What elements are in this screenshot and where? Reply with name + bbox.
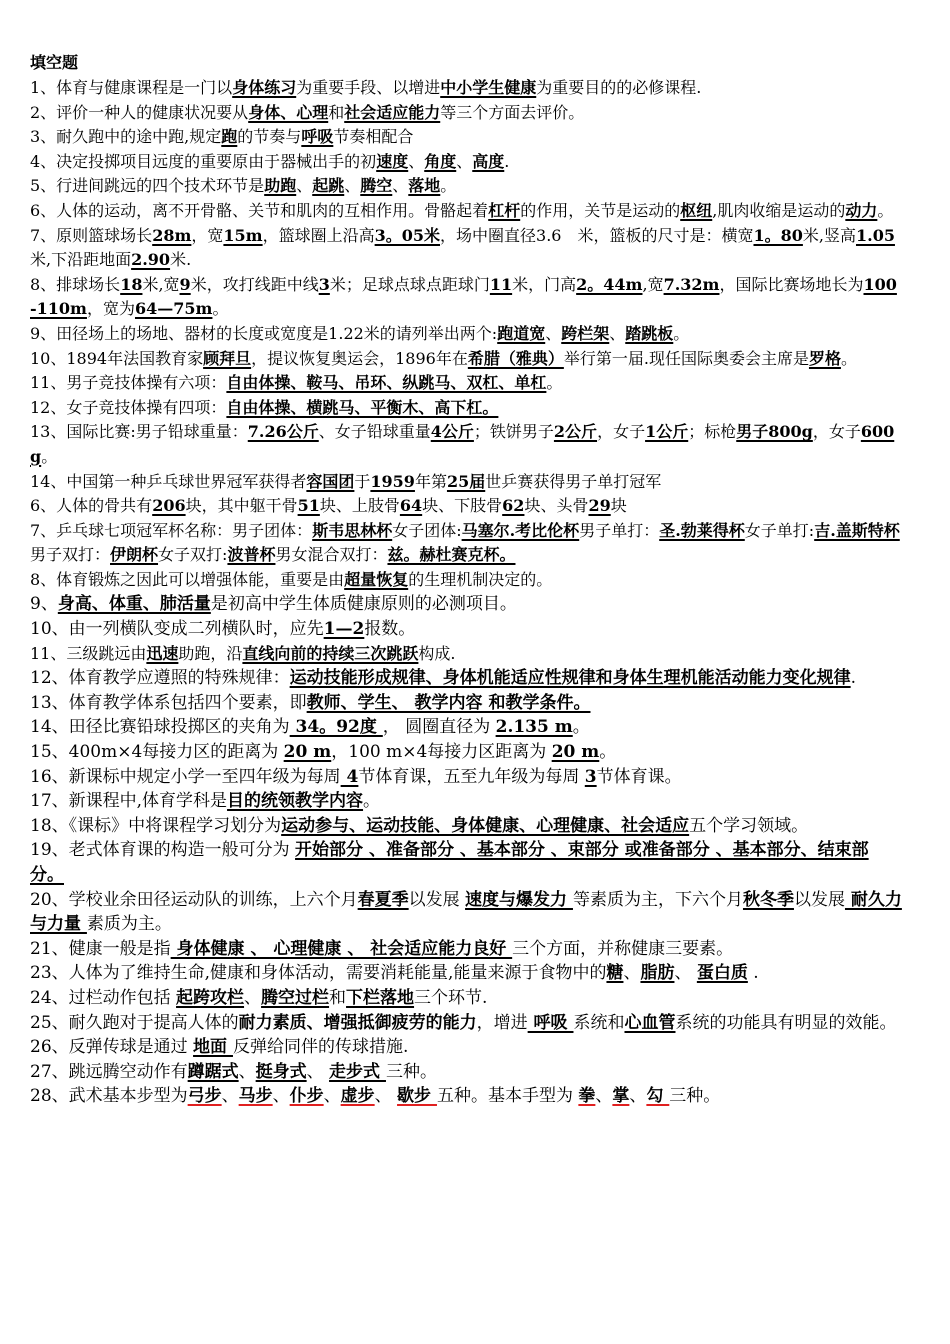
answer-text: 走步式 bbox=[329, 1061, 386, 1082]
question-text: 、 bbox=[595, 1086, 613, 1107]
question-item bbox=[30, 494, 902, 519]
answer-text: 兹。赫杜赛克杯。 bbox=[387, 545, 516, 565]
document-title: 填空题 bbox=[30, 53, 79, 72]
question-item bbox=[30, 199, 902, 224]
question-text: 。 bbox=[212, 299, 229, 319]
answer-text: 1959 bbox=[370, 471, 415, 491]
answer-text: 自由体操、鞍马、吊环、纵跳马、双杠、单杠 bbox=[226, 373, 547, 393]
answer-text: 马塞尔.考比伦杯 bbox=[461, 520, 580, 540]
question-text: 、 bbox=[674, 963, 697, 984]
answer-text: 600g bbox=[30, 422, 895, 466]
question-text: ，提议恢复奥运会，1896年在 bbox=[251, 348, 468, 368]
answer-text: 助跑 bbox=[264, 176, 297, 196]
question-item bbox=[30, 1084, 902, 1109]
question-item bbox=[30, 125, 902, 150]
question-item bbox=[30, 1035, 902, 1060]
question-text: 男子单打： bbox=[579, 520, 660, 540]
question-text: 系统和 bbox=[573, 1012, 625, 1033]
answer-text: 34。92度 bbox=[289, 717, 383, 738]
question-item bbox=[30, 765, 902, 790]
answer-text: 直线向前的持续三次跳跃 bbox=[242, 643, 419, 663]
answer-text: 2公斤 bbox=[553, 422, 598, 442]
question-text: 块、下肢骨 bbox=[422, 496, 503, 516]
question-text: 和 bbox=[328, 102, 345, 122]
question-text: 14、田径比赛铅球投掷区的夹角为 bbox=[30, 717, 290, 738]
question-text: 。 bbox=[546, 373, 563, 393]
answer-text: 1公斤 bbox=[645, 422, 689, 442]
answer-text: 勾 bbox=[646, 1086, 670, 1107]
answer-text: 跑 bbox=[221, 127, 238, 147]
question-item bbox=[30, 568, 902, 593]
answer-text: 教师、学生、 教学内容 和教学条件。 bbox=[306, 692, 591, 713]
answer-text: 开始部分 、准备部分 、基本部分 、束部分 或准备部分 、基本部分、结束部分。 bbox=[30, 840, 869, 885]
answer-text: 蛋白质 bbox=[696, 963, 748, 984]
answer-text: 2.135 m bbox=[495, 717, 573, 738]
answer-text: 歇步 bbox=[397, 1086, 437, 1107]
question-text: 10、由一列横队变成二列横队时，应先 bbox=[30, 619, 324, 640]
question-item bbox=[30, 666, 902, 691]
question-item bbox=[30, 740, 902, 765]
answer-text: 起跨攻栏 bbox=[176, 987, 245, 1008]
answer-text: 下栏落地 bbox=[346, 987, 415, 1008]
question-text: 女子双打: bbox=[158, 545, 228, 565]
answer-text: 脂肪 bbox=[640, 963, 675, 984]
question-item bbox=[30, 371, 902, 396]
question-text: 、 bbox=[408, 151, 425, 171]
answer-text: 身高、体重、肺活量 bbox=[57, 594, 211, 615]
answer-text: 腾空 bbox=[360, 176, 393, 196]
answer-text: 25届 bbox=[446, 471, 486, 491]
question-text: 、 bbox=[629, 1086, 647, 1107]
question-text: 19、老式体育课的构造一般可分为 bbox=[30, 840, 296, 861]
question-text: . bbox=[747, 963, 759, 984]
question-text: ， 圆圈直径为 bbox=[382, 717, 496, 738]
question-text: 27、跳远腾空动作有 bbox=[30, 1061, 188, 1082]
answer-text: 3 bbox=[318, 274, 330, 294]
question-item bbox=[30, 76, 902, 101]
answer-text: 糖 bbox=[606, 963, 624, 984]
answer-text: 伊朗杯 bbox=[110, 545, 159, 565]
question-text: 男女混合双打： bbox=[275, 545, 388, 565]
question-text: 的生理机制决定的。 bbox=[408, 569, 553, 589]
question-item bbox=[30, 273, 902, 322]
answer-text: 容国团 bbox=[306, 471, 355, 491]
question-item bbox=[30, 937, 902, 962]
answer-text: 3。05米 bbox=[374, 225, 441, 245]
question-text: 11、三级跳远由 bbox=[30, 643, 147, 663]
question-text: 节体育课，五至九年级为每周 bbox=[358, 766, 585, 787]
question-text: 构成. bbox=[418, 643, 456, 663]
answer-text: 迅速 bbox=[146, 643, 179, 663]
question-text: 举行第一届.现任国际奥委会主席是 bbox=[563, 348, 809, 368]
question-text: ，宽为 bbox=[86, 299, 135, 319]
question-text: 块 bbox=[610, 496, 627, 516]
question-text: 等三个方面去评价。 bbox=[440, 102, 585, 122]
question-text: 8、排球场长 bbox=[30, 274, 121, 294]
answer-text: 100-110m bbox=[30, 274, 897, 319]
question-text: 、 bbox=[238, 1061, 256, 1082]
question-text: 2、评价一种人的健康状况要从 bbox=[30, 102, 249, 122]
question-item bbox=[30, 592, 902, 617]
answer-text: 4 bbox=[340, 766, 359, 787]
question-text: 、女子铅球重量 bbox=[318, 422, 431, 442]
answer-text: 春夏季 bbox=[357, 889, 409, 910]
question-text: 12、女子竞技体操有四项： bbox=[30, 397, 227, 417]
question-text: 。 bbox=[673, 323, 690, 343]
question-text: 、 bbox=[221, 1086, 239, 1107]
answer-text: 跨栏架 bbox=[561, 323, 610, 343]
question-text: ，女子 bbox=[812, 422, 861, 442]
question-text: 。 bbox=[599, 742, 617, 763]
question-text: 、 bbox=[374, 1086, 398, 1107]
answer-text: 20 m bbox=[551, 742, 600, 763]
question-text: 节体育课。 bbox=[596, 766, 682, 787]
question-text: 、 bbox=[244, 987, 262, 1008]
answer-text: 20 m bbox=[283, 742, 332, 763]
answer-text: 15m bbox=[223, 225, 263, 245]
question-text: 16、新课标中规定小学一至四年级为每周 bbox=[30, 766, 341, 787]
answer-text: 心血管 bbox=[624, 1012, 676, 1033]
question-text: ，宽 bbox=[191, 225, 224, 245]
question-text: 23、人体为了维持生命,健康和身体活动，需要消耗能量,能量来源于食物中的 bbox=[30, 963, 607, 984]
answer-text: 马步 bbox=[238, 1086, 273, 1107]
answer-text: 蹲踞式 bbox=[187, 1061, 239, 1082]
question-item bbox=[30, 519, 902, 568]
answer-text: 中小学生健康 bbox=[440, 78, 537, 97]
answer-text: 62 bbox=[502, 496, 525, 516]
question-item bbox=[30, 642, 902, 667]
question-text: 米,宽 bbox=[142, 274, 180, 294]
answer-text: 运动技能形成规律、身体机能适应性规律和身体生理机能活动能力变化规律 bbox=[289, 668, 851, 689]
answer-text: 64 bbox=[399, 496, 423, 516]
question-text: 为重要目的的必修课程. bbox=[536, 78, 702, 97]
answer-text: 呼吸 bbox=[527, 1012, 574, 1033]
question-item bbox=[30, 961, 902, 986]
answer-text: 耐久力与力量 bbox=[30, 889, 902, 935]
answer-text: 罗格 bbox=[808, 348, 841, 368]
answer-text: 虚步 bbox=[340, 1086, 375, 1107]
question-text: 4、决定投掷项目远度的重要原由于器械出手的初 bbox=[30, 151, 377, 171]
question-text: 。 bbox=[41, 446, 58, 466]
answer-text: 拳 bbox=[578, 1086, 596, 1107]
question-text: 米. bbox=[170, 250, 192, 270]
answer-text: 地面 bbox=[193, 1037, 233, 1058]
question-item bbox=[30, 986, 902, 1011]
question-text: 米,下沿距地面 bbox=[30, 250, 132, 270]
question-text: 的作用，关节是运动的 bbox=[520, 200, 681, 220]
question-text: 9、田径场上的场地、器材的长度或宽度是1.22米的请列举出两个: bbox=[30, 323, 498, 343]
question-item bbox=[30, 224, 902, 273]
question-text: ,宽 bbox=[642, 274, 664, 294]
question-text: ；铁饼男子 bbox=[473, 422, 554, 442]
question-text: 9、 bbox=[30, 594, 58, 615]
question-text: 18、《课标》中将课程学习划分为 bbox=[30, 815, 282, 836]
question-text: 26、反弹传球是通过 bbox=[30, 1037, 194, 1058]
answer-text: 超量恢复 bbox=[344, 569, 409, 589]
question-text: 三个环节. bbox=[414, 987, 488, 1008]
question-item bbox=[30, 838, 902, 887]
question-text: 三种。 bbox=[385, 1061, 437, 1082]
answer-text: 18 bbox=[120, 274, 143, 294]
answer-text: 斯韦思林杯 bbox=[312, 520, 393, 540]
answer-text: 自由体操、横跳马、平衡木、高下杠。 bbox=[226, 397, 499, 417]
question-text: 、 bbox=[545, 323, 562, 343]
answer-text: 3 bbox=[584, 766, 597, 787]
question-text: 为重要手段、以增进 bbox=[296, 78, 441, 97]
question-text: ，100 m×4每接力区距离为 bbox=[331, 742, 552, 763]
answer-text: 枢纽 bbox=[680, 200, 713, 220]
question-text: 。 bbox=[363, 791, 381, 812]
answer-text: 7.26公斤 bbox=[247, 422, 319, 442]
question-text: 于 bbox=[354, 471, 371, 491]
question-text: 反弹给同伴的传球措施. bbox=[232, 1037, 409, 1058]
question-item bbox=[30, 470, 902, 495]
question-text: 、 bbox=[306, 1061, 330, 1082]
question-text: ，篮球圈上沿高 bbox=[262, 225, 375, 245]
bold-text: 耐力素质、增强抵御疲劳的能力 bbox=[238, 1012, 477, 1033]
question-text: 米；足球点球点距球门 bbox=[329, 274, 490, 294]
question-text: 、 bbox=[296, 176, 313, 196]
answer-text: 1.05 bbox=[855, 225, 895, 245]
question-text: 21、健康一般是指 bbox=[30, 938, 171, 959]
question-text: 1、体育与健康课程是一门以 bbox=[30, 78, 233, 97]
question-item bbox=[30, 691, 902, 716]
answer-text: 动力 bbox=[845, 200, 878, 220]
answer-text: 挺身式 bbox=[255, 1061, 307, 1082]
answer-text: 吉.盖斯特杯 bbox=[814, 520, 900, 540]
question-text: 6、人体的骨共有 bbox=[30, 496, 153, 516]
question-text: 7、乒乓球七项冠军杯名称：男子团体： bbox=[30, 520, 313, 540]
question-text: 。 bbox=[877, 200, 894, 220]
question-text: 。 bbox=[840, 348, 857, 368]
question-text: 14、中国第一种乒乓球世界冠军获得者 bbox=[30, 471, 307, 491]
question-text: 13、体育教学体系包括四个要素，即 bbox=[30, 692, 307, 713]
question-text: . bbox=[504, 151, 510, 171]
question-text: 块、头骨 bbox=[524, 496, 589, 516]
question-item bbox=[30, 1011, 902, 1036]
question-text: 三种。 bbox=[669, 1086, 721, 1107]
question-text: 素质为主。 bbox=[86, 914, 172, 935]
question-text: 节奏相配合 bbox=[333, 127, 414, 147]
answer-text: 仆步 bbox=[289, 1086, 324, 1107]
answer-text: 2。44m bbox=[576, 274, 643, 294]
question-text: 、 bbox=[323, 1086, 341, 1107]
question-text: 男子双打： bbox=[30, 545, 111, 565]
question-text: 是初高中学生体质健康原则的必测项目。 bbox=[210, 594, 517, 615]
answer-text: 1—2 bbox=[323, 619, 365, 640]
answer-text: 速度与爆发力 bbox=[465, 889, 573, 910]
question-item bbox=[30, 617, 902, 642]
answer-text: 28m bbox=[152, 225, 192, 245]
answer-text: 9 bbox=[179, 274, 191, 294]
question-text: 世乒赛获得男子单打冠军 bbox=[485, 471, 662, 491]
question-text: ，增进 bbox=[476, 1012, 528, 1033]
answer-text: 弓步 bbox=[187, 1086, 222, 1107]
answer-text: 男子800g bbox=[736, 422, 813, 442]
question-text: 、 bbox=[456, 151, 473, 171]
question-text: 10、1894年法国教育家 bbox=[30, 348, 204, 368]
answer-text: 1。80 bbox=[753, 225, 803, 245]
question-text: 助跑，沿 bbox=[178, 643, 243, 663]
question-text: ,肌肉收缩是运动的 bbox=[712, 200, 846, 220]
question-text: 、 bbox=[609, 323, 626, 343]
question-item bbox=[30, 150, 902, 175]
answer-text: 身体、心理 bbox=[248, 102, 329, 122]
question-item bbox=[30, 1060, 902, 1085]
answer-text: 目的统领教学内容 bbox=[227, 791, 364, 812]
answer-text: 顾拜旦 bbox=[203, 348, 252, 368]
answer-text: 2.90 bbox=[131, 250, 171, 270]
question-text: 五种。基本手型为 bbox=[436, 1086, 579, 1107]
question-text: 。 bbox=[440, 176, 457, 196]
question-text: 五个学习领域。 bbox=[689, 815, 809, 836]
question-text: 以发展 bbox=[408, 889, 466, 910]
question-item bbox=[30, 420, 902, 469]
question-text: ，国际比赛场地长为 bbox=[719, 274, 864, 294]
question-item bbox=[30, 814, 902, 839]
answer-text: 高度 bbox=[472, 151, 505, 171]
answer-text: 掌 bbox=[612, 1086, 630, 1107]
answer-text: 波普杯 bbox=[227, 545, 276, 565]
question-text: 女子单打: bbox=[744, 520, 815, 540]
question-text: 11、男子竞技体操有六项： bbox=[30, 373, 227, 393]
question-text: 7、原则篮球场长 bbox=[30, 225, 153, 245]
question-text: 三个方面，并称健康三要素。 bbox=[512, 938, 734, 959]
answer-text: 64—75m bbox=[134, 299, 213, 319]
question-item bbox=[30, 101, 902, 126]
question-text: ；标枪 bbox=[688, 422, 737, 442]
question-text: . bbox=[850, 668, 857, 689]
question-item bbox=[30, 715, 902, 740]
question-text: 女子团体: bbox=[392, 520, 462, 540]
question-item bbox=[30, 396, 902, 421]
answer-text: 圣.勃莱得杯 bbox=[659, 520, 745, 540]
question-text: 米,竖高 bbox=[802, 225, 856, 245]
question-text: 、 bbox=[623, 963, 641, 984]
answer-text: 51 bbox=[297, 496, 320, 516]
question-text: 8、体育锻炼之因此可以增强体能，重要是由 bbox=[30, 569, 345, 589]
question-text: 米，攻打线距中线 bbox=[190, 274, 319, 294]
question-text: 。 bbox=[572, 717, 590, 738]
question-text: 的节奏与 bbox=[237, 127, 302, 147]
answer-text: 希腊（雅典） bbox=[467, 348, 564, 368]
answer-text: 社会适应能力 bbox=[344, 102, 441, 122]
question-text: 28、武术基本步型为 bbox=[30, 1086, 188, 1107]
question-text: 15、400m×4每接力区的距离为 bbox=[30, 742, 284, 763]
question-item bbox=[30, 888, 902, 937]
question-text: 5、行进间跳远的四个技术环节是 bbox=[30, 176, 265, 196]
question-text: 12、体育教学应遵照的特殊规律： bbox=[30, 668, 290, 689]
answer-text: 落地 bbox=[408, 176, 441, 196]
question-text: 报数。 bbox=[364, 619, 416, 640]
answer-text: 腾空过栏 bbox=[261, 987, 330, 1008]
question-text: 20、学校业余田径运动队的训练，上六个月 bbox=[30, 889, 358, 910]
question-text: 24、过栏动作包括 bbox=[30, 987, 177, 1008]
question-text: 和 bbox=[329, 987, 347, 1008]
question-text: ，女子 bbox=[597, 422, 646, 442]
answer-text: 速度 bbox=[376, 151, 409, 171]
question-text: 13、国际比赛:男子铅球重量： bbox=[30, 422, 248, 442]
question-text: 米，门高 bbox=[512, 274, 577, 294]
question-item bbox=[30, 789, 902, 814]
question-text: 等素质为主，下六个月 bbox=[572, 889, 743, 910]
answer-text: 206 bbox=[152, 496, 186, 516]
question-text: 年第 bbox=[414, 471, 447, 491]
answer-text: 杠杆 bbox=[488, 200, 521, 220]
question-text: 系统的功能具有明显的效能。 bbox=[675, 1012, 897, 1033]
answer-text: 运动参与、运动技能、身体健康、心理健康、社会适应 bbox=[281, 815, 690, 836]
answer-text: 29 bbox=[588, 496, 611, 516]
answer-text: 跑道宽 bbox=[497, 323, 546, 343]
question-text: ，场中圈直径3.6 米，篮板的尺寸是：横宽 bbox=[440, 225, 754, 245]
question-list bbox=[30, 76, 902, 1109]
question-text: 6、人体的运动，离不开骨骼、关节和肌肉的互相作用。骨骼起着 bbox=[30, 200, 489, 220]
answer-text: 起跳 bbox=[312, 176, 345, 196]
answer-text: 呼吸 bbox=[301, 127, 334, 147]
question-item bbox=[30, 322, 902, 347]
answer-text: 踏跳板 bbox=[625, 323, 674, 343]
question-text: 、 bbox=[344, 176, 361, 196]
answer-text: 4公斤 bbox=[430, 422, 474, 442]
question-text: 块，其中躯干骨 bbox=[185, 496, 298, 516]
question-text: 块、上肢骨 bbox=[319, 496, 400, 516]
question-text: 25、耐久跑对于提高人体的 bbox=[30, 1012, 239, 1033]
question-text: 以发展 bbox=[793, 889, 845, 910]
question-item bbox=[30, 347, 902, 372]
answer-text: 11 bbox=[489, 274, 513, 294]
question-text: 3、耐久跑中的途中跑,规定 bbox=[30, 127, 222, 147]
question-text: 、 bbox=[392, 176, 409, 196]
answer-text: 身体健康 、 心理健康 、 社会适应能力良好 bbox=[170, 938, 513, 959]
answer-text: 角度 bbox=[424, 151, 457, 171]
question-text: 17、新课程中,体育学科是 bbox=[30, 791, 228, 812]
answer-text: 7.32m bbox=[663, 274, 720, 294]
question-text: 、 bbox=[272, 1086, 290, 1107]
answer-text: 身体练习 bbox=[232, 78, 297, 97]
question-item bbox=[30, 174, 902, 199]
answer-text: 秋冬季 bbox=[742, 889, 794, 910]
